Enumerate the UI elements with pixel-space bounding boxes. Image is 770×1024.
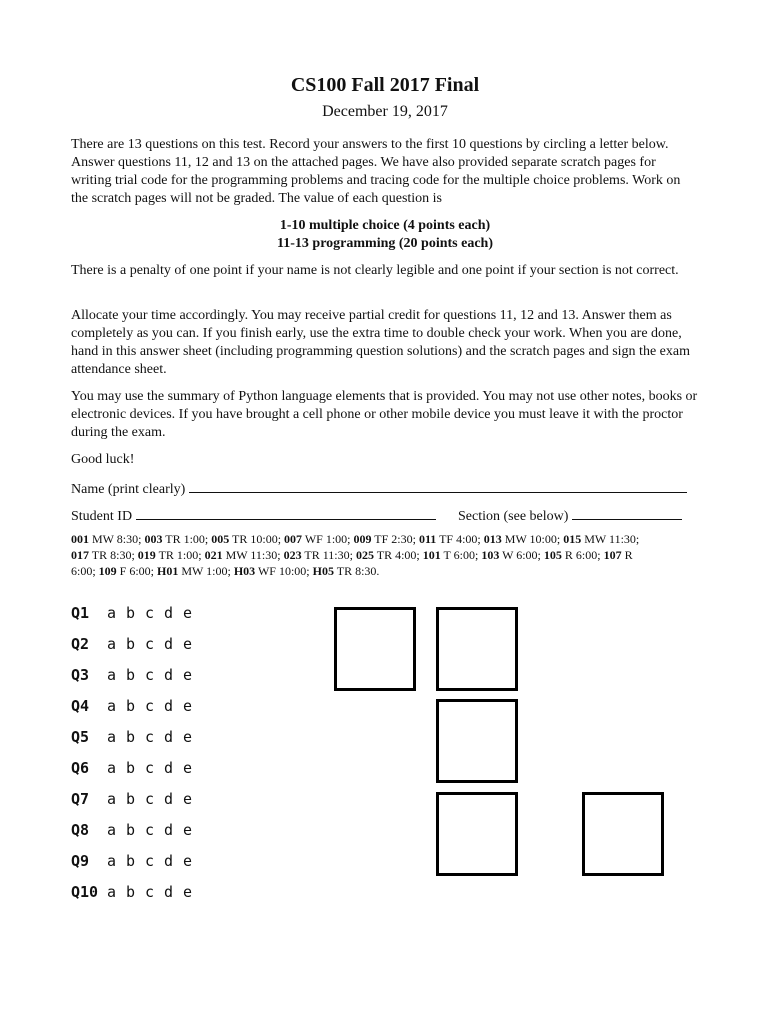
section-time: F 6:00;: [116, 564, 158, 578]
instructions-paragraph-2: There is a penalty of one point if your name is not clearly legible and one point if your section is not correct.: [71, 263, 679, 278]
good-luck-text: Good luck!: [71, 452, 135, 467]
answer-option-b[interactable]: b: [126, 604, 136, 622]
question-row: [71, 666, 202, 688]
answer-option-d[interactable]: d: [164, 852, 174, 870]
question-row: [71, 635, 202, 657]
question-label: Q4: [71, 697, 90, 715]
scoring-box: [436, 699, 518, 783]
answer-option-a[interactable]: a: [107, 790, 117, 808]
student-id-blank[interactable]: [136, 505, 436, 520]
answer-option-e[interactable]: e: [183, 697, 193, 715]
answer-option-a[interactable]: a: [107, 666, 117, 684]
section-entry: [423, 548, 482, 562]
points-multiple-choice: 1-10 multiple choice (4 points each): [279, 218, 491, 233]
section-time: R 6:00;: [561, 548, 604, 562]
scoring-box: [334, 607, 416, 691]
question-label: Q9: [71, 852, 90, 870]
student-id-field[interactable]: [71, 505, 436, 526]
answer-option-a[interactable]: a: [107, 883, 117, 901]
answer-option-e[interactable]: e: [183, 666, 193, 684]
scoring-box: [436, 792, 518, 876]
answer-option-e[interactable]: e: [183, 852, 193, 870]
section-entry: [313, 564, 380, 578]
section-entry: [144, 532, 211, 546]
section-code: 007: [284, 532, 303, 546]
answer-option-d[interactable]: d: [164, 821, 174, 839]
answer-option-d[interactable]: d: [164, 697, 174, 715]
section-time: TR 1:00;: [155, 548, 205, 562]
exam-date: December 19, 2017: [322, 103, 448, 120]
section-entry: [71, 532, 144, 546]
section-code: 011: [418, 532, 437, 546]
answer-option-c[interactable]: c: [145, 666, 155, 684]
answer-option-a[interactable]: a: [107, 821, 117, 839]
answer-option-d[interactable]: d: [164, 759, 174, 777]
exam-title: CS100 Fall 2017 Final: [290, 74, 480, 96]
answer-option-b[interactable]: b: [126, 759, 136, 777]
section-code: 005: [211, 532, 230, 546]
section-time: W 6:00;: [499, 548, 544, 562]
answer-option-d[interactable]: d: [164, 728, 174, 746]
scoring-box: [582, 792, 664, 876]
question-row: [71, 821, 202, 843]
section-entry: [71, 548, 138, 562]
answer-option-c[interactable]: c: [145, 852, 155, 870]
section-code: 023: [283, 548, 302, 562]
answer-option-c[interactable]: c: [145, 635, 155, 653]
section-time: MW 8:30;: [89, 532, 145, 546]
section-code: 019: [137, 548, 156, 562]
section-code: 109: [98, 564, 117, 578]
question-label: Q7: [71, 790, 90, 808]
section-time: MW 1:00;: [178, 564, 234, 578]
answer-option-e[interactable]: e: [183, 821, 193, 839]
section-code: 101: [422, 548, 441, 562]
answer-option-c[interactable]: c: [145, 604, 155, 622]
section-entry: [563, 532, 639, 546]
section-entry: [284, 548, 356, 562]
section-code: 015: [563, 532, 582, 546]
section-code: H01: [157, 564, 179, 578]
section-code: 107: [603, 548, 622, 562]
answer-option-a[interactable]: a: [107, 635, 117, 653]
name-field[interactable]: [71, 478, 687, 499]
question-label: Q1: [71, 604, 90, 622]
answer-option-a[interactable]: a: [107, 604, 117, 622]
answer-option-b[interactable]: b: [126, 821, 136, 839]
section-time: WF 1:00;: [302, 532, 354, 546]
answer-option-e[interactable]: e: [183, 604, 193, 622]
question-label: Q2: [71, 635, 90, 653]
question-label: Q10: [71, 883, 99, 901]
question-label: Q8: [71, 821, 90, 839]
answer-option-b[interactable]: b: [126, 635, 136, 653]
section-entry: [211, 532, 284, 546]
answer-option-c[interactable]: c: [145, 759, 155, 777]
section-code: 001: [71, 532, 89, 546]
section-entry: [354, 532, 419, 546]
answer-option-c[interactable]: c: [145, 821, 155, 839]
answer-option-a[interactable]: a: [107, 759, 117, 777]
section-time: TR 11:30;: [301, 548, 356, 562]
instructions-paragraph-3: Allocate your time accordingly. You may receive partial credit for questions 11, 12 and 13. Answer them as completely as you can. If you finish early, use the extra time to double check your work. When you are done, hand in this answer sheet (including programming question solutions) and the scratch pages and sign the exam attendance sheet.: [71, 308, 690, 377]
section-code: 025: [355, 548, 374, 562]
answer-option-e[interactable]: e: [183, 883, 193, 901]
scoring-box: [436, 607, 518, 691]
section-code: 013: [483, 532, 502, 546]
section-field[interactable]: [458, 505, 682, 526]
answer-option-b[interactable]: b: [126, 790, 136, 808]
section-blank[interactable]: [572, 505, 682, 520]
section-schedule-list: [71, 531, 651, 579]
answer-option-c[interactable]: c: [145, 883, 155, 901]
answer-option-b[interactable]: b: [126, 852, 136, 870]
question-row: [71, 790, 202, 812]
answer-option-b[interactable]: b: [126, 697, 136, 715]
answer-option-e[interactable]: e: [183, 759, 193, 777]
section-entry: [419, 532, 484, 546]
answer-option-a[interactable]: a: [107, 697, 117, 715]
section-code: 103: [481, 548, 500, 562]
answer-option-b[interactable]: b: [126, 728, 136, 746]
answer-option-b[interactable]: b: [126, 883, 136, 901]
section-entry: [205, 548, 284, 562]
section-time: TR 10:00;: [229, 532, 285, 546]
section-code: 003: [144, 532, 163, 546]
section-time: TR 8:30.: [333, 564, 380, 578]
answer-option-d[interactable]: d: [164, 604, 174, 622]
section-entry: [356, 548, 423, 562]
section-entry: [544, 548, 604, 562]
question-label: Q6: [71, 759, 90, 777]
answer-option-a[interactable]: a: [107, 728, 117, 746]
question-row: [71, 728, 202, 750]
answer-option-c[interactable]: c: [145, 790, 155, 808]
instructions-paragraph-4: You may use the summary of Python language elements that is provided. You may not use other notes, books or electronic devices. If you have brought a cell phone or other mobile device you must leave it with the proctor during the exam.: [71, 389, 698, 440]
points-programming: 11-13 programming (20 points each): [277, 236, 493, 251]
section-time: TR 8:30;: [89, 548, 138, 562]
section-entry: [481, 548, 544, 562]
section-code: H03: [233, 564, 256, 578]
answer-option-c[interactable]: c: [145, 697, 155, 715]
question-row: [71, 883, 202, 905]
student-id-label: Student ID: [71, 509, 133, 524]
answer-option-d[interactable]: d: [164, 635, 174, 653]
question-row: [71, 697, 202, 719]
section-time: WF 10:00;: [255, 564, 313, 578]
question-row: [71, 604, 202, 626]
section-entry: [234, 564, 313, 578]
section-label: Section (see below): [458, 509, 569, 524]
section-entry: [99, 564, 157, 578]
section-time: TR 1:00;: [162, 532, 212, 546]
answer-option-a[interactable]: a: [107, 852, 117, 870]
section-entry: [157, 564, 234, 578]
section-entry: [484, 532, 563, 546]
answer-option-d[interactable]: d: [164, 883, 174, 901]
name-label: Name (print clearly): [71, 482, 186, 497]
section-time: TF 4:00;: [436, 532, 484, 546]
question-label: Q3: [71, 666, 90, 684]
section-entry: [138, 548, 205, 562]
answer-option-e[interactable]: e: [183, 790, 193, 808]
section-time: TR 4:00;: [373, 548, 423, 562]
section-time: MW 11:30;: [222, 548, 284, 562]
question-row: [71, 852, 202, 874]
section-code: 009: [353, 532, 372, 546]
section-time: T 6:00;: [440, 548, 482, 562]
section-time: MW 10:00;: [501, 532, 564, 546]
section-code: H05: [312, 564, 334, 578]
answer-option-e[interactable]: e: [183, 635, 193, 653]
answer-option-c[interactable]: c: [145, 728, 155, 746]
section-code: 105: [543, 548, 562, 562]
section-time: R 6:00;: [71, 548, 633, 578]
answer-option-e[interactable]: e: [183, 728, 193, 746]
section-code: 017: [71, 548, 89, 562]
answer-option-d[interactable]: d: [164, 790, 174, 808]
question-row: [71, 759, 202, 781]
section-time: TF 2:30;: [371, 532, 419, 546]
section-time: MW 11:30;: [581, 532, 640, 546]
answer-option-d[interactable]: d: [164, 666, 174, 684]
section-entry: [284, 532, 353, 546]
section-code: 021: [204, 548, 223, 562]
question-label: Q5: [71, 728, 90, 746]
instructions-paragraph-1: There are 13 questions on this test. Record your answers to the first 10 questions by circling a letter below. Answer questions 11, 12 and 13 on the attached pages. We have also provided separate scratch pages for writing trial code for the programming problems and tracing code for the multiple choice problems. Work on the scratch pages will not be graded. The value of each question is: [71, 137, 681, 206]
name-blank[interactable]: [189, 478, 687, 493]
answer-option-b[interactable]: b: [126, 666, 136, 684]
